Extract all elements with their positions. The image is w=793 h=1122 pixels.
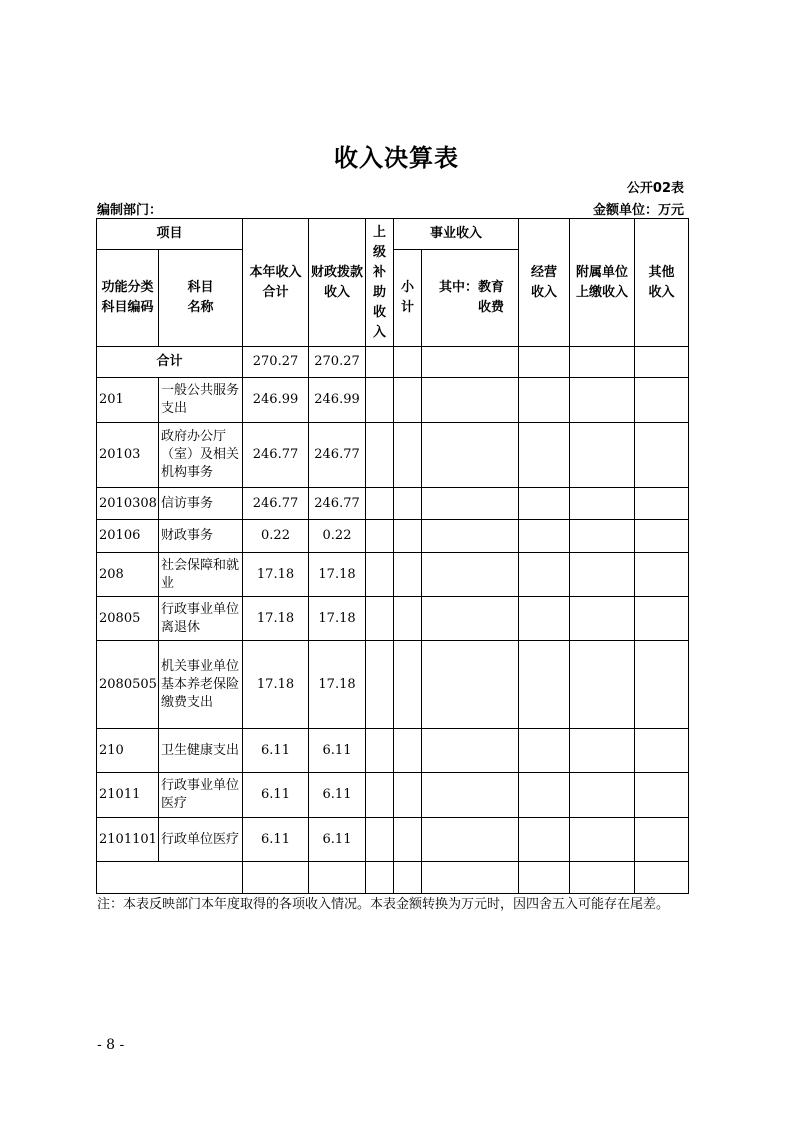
table-row [97, 520, 689, 553]
row-fiscal: 17.18 [309, 553, 366, 597]
row-code: 201 [97, 378, 159, 423]
row-code: 21011 [97, 773, 159, 818]
total-row-label: 合计 [97, 347, 243, 378]
table-row [97, 641, 689, 729]
row-name: 社会保障和就业 [159, 553, 243, 597]
header-subj-name: 科目名称 [159, 250, 243, 347]
table-row [97, 488, 689, 520]
row-fiscal: 17.18 [309, 597, 366, 641]
header-edu-fee: 其中：教育收费 [422, 250, 519, 347]
table-row [97, 773, 689, 818]
income-table [96, 218, 689, 894]
header-upper-subsidy: 上级补助收入 [366, 219, 394, 347]
row-name: 信访事务 [159, 488, 243, 520]
row-total: 6.11 [243, 773, 309, 818]
row-name: 政府办公厅（室）及相关机构事务 [159, 423, 243, 488]
row-code: 2080505 [97, 641, 159, 729]
unit-label: 金额单位：万元 [592, 203, 684, 218]
row-fiscal: 6.11 [309, 773, 366, 818]
row-code: 20103 [97, 423, 159, 488]
table-row [97, 423, 689, 488]
row-total: 6.11 [243, 729, 309, 773]
dept-label: 编制部门： [97, 203, 163, 218]
row-fiscal: 6.11 [309, 818, 366, 862]
table-tag: 公开02表 [626, 181, 684, 196]
row-code: 210 [97, 729, 159, 773]
row-code: 208 [97, 553, 159, 597]
table-row [97, 378, 689, 423]
row-fiscal: 0.22 [309, 520, 366, 553]
row-name: 行政单位医疗 [159, 818, 243, 862]
table-row [97, 553, 689, 597]
row-name: 财政事务 [159, 520, 243, 553]
header-fiscal: 财政拨款收入 [309, 219, 366, 347]
row-code: 2010308 [97, 488, 159, 520]
header-func-code: 功能分类科目编码 [97, 250, 159, 347]
header-item: 项目 [97, 219, 243, 250]
header-affiliated: 附属单位上缴收入 [570, 219, 635, 347]
page-number: - 8 - [97, 1037, 125, 1053]
header-operating: 经营收入 [519, 219, 570, 347]
row-name: 行政事业单位离退休 [159, 597, 243, 641]
row-fiscal: 246.99 [309, 378, 366, 423]
row-name: 行政事业单位医疗 [159, 773, 243, 818]
row-name: 一般公共服务支出 [159, 378, 243, 423]
header-subtotal: 小计 [394, 250, 422, 347]
row-fiscal: 246.77 [309, 423, 366, 488]
table-row [97, 818, 689, 862]
table-row [97, 729, 689, 773]
row-total: 17.18 [243, 553, 309, 597]
table-row [97, 597, 689, 641]
header-business: 事业收入 [394, 219, 519, 250]
row-total: 17.18 [243, 597, 309, 641]
row-code: 20805 [97, 597, 159, 641]
row-total: 6.11 [243, 818, 309, 862]
row-fiscal: 17.18 [309, 641, 366, 729]
row-fiscal: 246.77 [309, 488, 366, 520]
header-other: 其他收入 [635, 219, 689, 347]
row-name: 机关事业单位基本养老保险缴费支出 [159, 641, 243, 729]
row-code: 20106 [97, 520, 159, 553]
row-name: 卫生健康支出 [159, 729, 243, 773]
total-row-fiscal: 270.27 [309, 347, 366, 378]
row-fiscal: 6.11 [309, 729, 366, 773]
row-total: 0.22 [243, 520, 309, 553]
row-total: 246.99 [243, 378, 309, 423]
header-total-income: 本年收入合计 [243, 219, 309, 347]
row-total: 246.77 [243, 488, 309, 520]
empty-row [97, 862, 689, 894]
row-code: 2101101 [97, 818, 159, 862]
table-note: 注：本表反映部门本年度取得的各项收入情况。本表金额转换为万元时，因四舍五入可能存在尾差。 [97, 897, 670, 912]
total-row-total: 270.27 [243, 347, 309, 378]
row-total: 246.77 [243, 423, 309, 488]
page-title: 收入决算表 [334, 144, 459, 172]
row-total: 17.18 [243, 641, 309, 729]
